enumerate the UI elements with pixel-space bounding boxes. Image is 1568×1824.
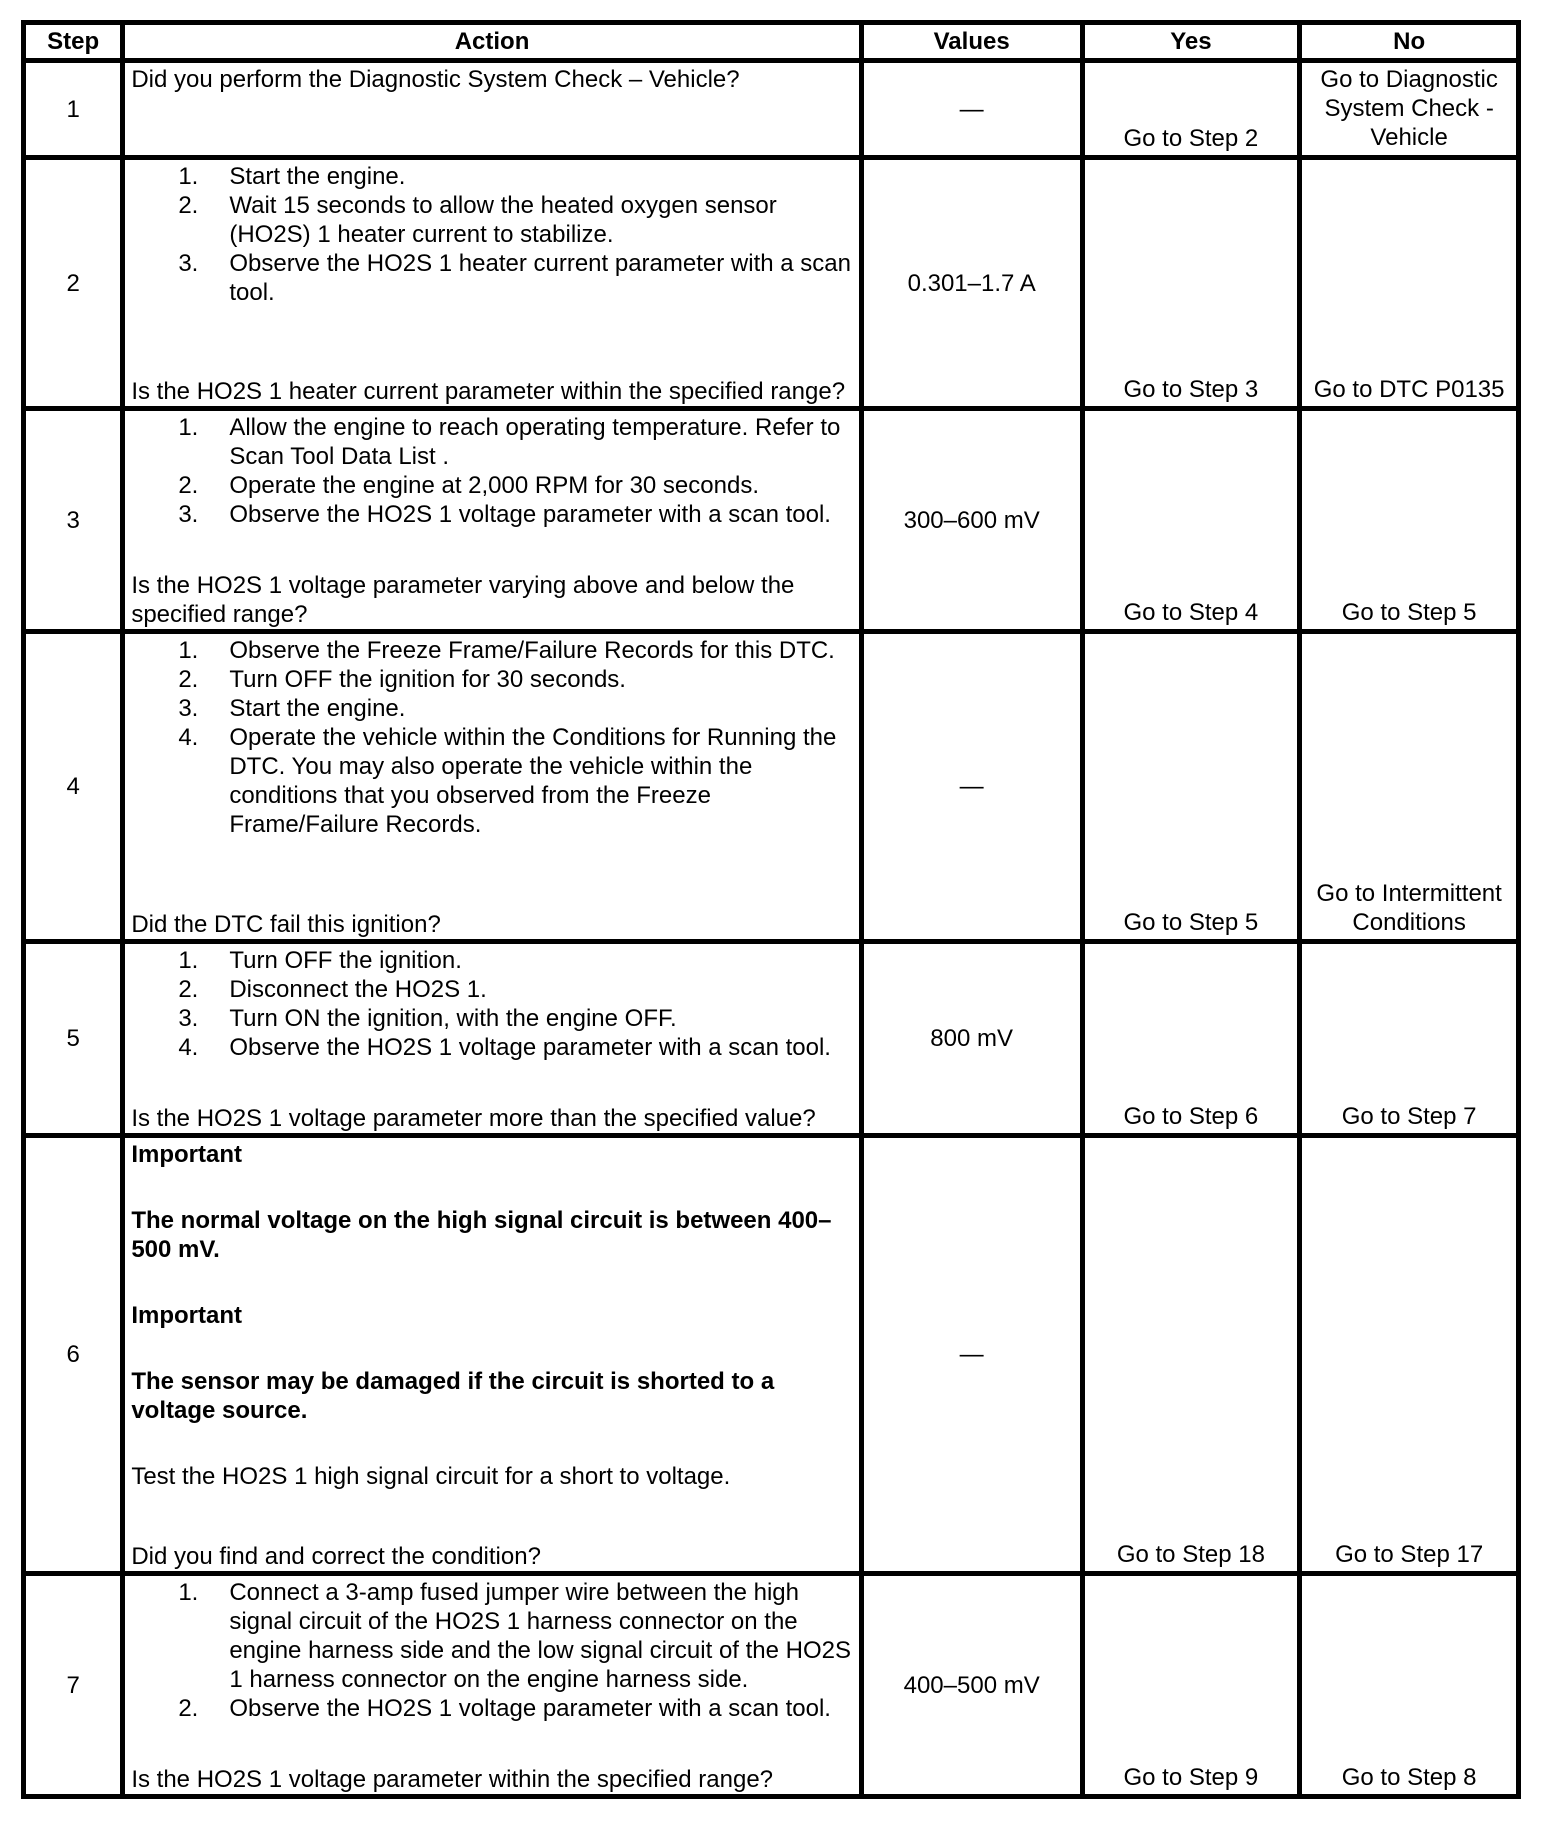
action-question: Is the HO2S 1 voltage parameter varying above and below the specified range?: [131, 572, 795, 628]
action-question: Did you perform the Diagnostic System Check – Vehicle?: [131, 66, 740, 93]
value-cell: 300–600 mV: [861, 409, 1082, 632]
list-item: 3. Start the engine.: [178, 695, 406, 722]
value-cell: —: [861, 1136, 1082, 1574]
no-cell: Go to Step 5: [1300, 409, 1519, 632]
important-label: Important: [131, 1302, 242, 1329]
value-cell: 400–500 mV: [861, 1574, 1082, 1797]
yes-cell: Go to Step 6: [1082, 942, 1300, 1136]
value-cell: —: [861, 61, 1082, 158]
list-item: 3. Observe the HO2S 1 heater current parameter with a scan tool.: [178, 250, 851, 306]
action-cell: [123, 158, 861, 409]
test-instruction: Test the HO2S 1 high signal circuit for a short to voltage.: [131, 1463, 731, 1490]
no-cell: Go to Step 8: [1300, 1574, 1519, 1797]
yes-cell: Go to Step 2: [1082, 61, 1300, 158]
yes-cell: Go to Step 5: [1082, 632, 1300, 942]
header-action: Action: [123, 23, 861, 61]
action-question: Is the HO2S 1 voltage parameter within the specified range?: [131, 1766, 774, 1793]
action-cell: [123, 632, 861, 942]
list-item: 2. Wait 15 seconds to allow the heated oxygen sensor (HO2S) 1 heater current to stabilize.: [178, 192, 777, 248]
list-item: 4. Operate the vehicle within the Conditions for Running the DTC. You may also operate the vehicle within the conditions that you observed from the Freeze Frame/Failure Records.: [178, 724, 837, 838]
action-cell: [123, 942, 861, 1136]
table-row: [24, 1574, 1519, 1797]
header-yes: Yes: [1082, 23, 1300, 61]
important-label: Important: [131, 1141, 242, 1168]
step-number: 2: [24, 158, 123, 409]
yes-cell: Go to Step 18: [1082, 1136, 1300, 1574]
important-note: The normal voltage on the high signal circuit is between 400–500 mV.: [131, 1207, 832, 1263]
table-row: [24, 1136, 1519, 1574]
list-item: 2. Observe the HO2S 1 voltage parameter with a scan tool.: [178, 1695, 831, 1722]
yes-cell: Go to Step 3: [1082, 158, 1300, 409]
step-number: 6: [24, 1136, 123, 1574]
action-cell: [123, 61, 861, 158]
value-cell: 0.301–1.7 A: [861, 158, 1082, 409]
table-row: [24, 158, 1519, 409]
yes-cell: Go to Step 9: [1082, 1574, 1300, 1797]
action-cell: [123, 1136, 861, 1574]
action-steps-list: [131, 413, 852, 529]
no-cell: Go to Step 7: [1300, 942, 1519, 1136]
list-item: 1. Allow the engine to reach operating temperature. Refer to Scan Tool Data List .: [178, 414, 841, 470]
action-question: Is the HO2S 1 heater current parameter within the specified range?: [131, 378, 846, 405]
table-row: [24, 942, 1519, 1136]
list-item: 2. Operate the engine at 2,000 RPM for 30 seconds.: [178, 472, 759, 499]
action-steps-list: [131, 1578, 852, 1723]
no-cell: Go to Diagnostic System Check - Vehicle: [1300, 61, 1519, 158]
table-row: [24, 632, 1519, 942]
value-cell: —: [861, 632, 1082, 942]
header-step: Step: [24, 23, 123, 61]
list-item: 1. Observe the Freeze Frame/Failure Records for this DTC.: [178, 637, 835, 664]
step-number: 5: [24, 942, 123, 1136]
action-cell: [123, 1574, 861, 1797]
list-item: 2. Disconnect the HO2S 1.: [178, 976, 487, 1003]
list-item: 1. Start the engine.: [178, 163, 406, 190]
no-cell: Go to Step 17: [1300, 1136, 1519, 1574]
step-number: 7: [24, 1574, 123, 1797]
header-values: Values: [861, 23, 1082, 61]
action-question: Did the DTC fail this ignition?: [131, 911, 441, 938]
list-item: 1. Connect a 3-amp fused jumper wire between the high signal circuit of the HO2S 1 harness connector on the engine harness side and the low signal circuit of the HO2S 1 harness connector on the engine harness side.: [178, 1579, 852, 1693]
value-cell: 800 mV: [861, 942, 1082, 1136]
action-question: Is the HO2S 1 voltage parameter more than the specified value?: [131, 1105, 816, 1132]
yes-cell: Go to Step 4: [1082, 409, 1300, 632]
no-cell: Go to DTC P0135: [1300, 158, 1519, 409]
list-item: 3. Turn ON the ignition, with the engine OFF.: [178, 1005, 677, 1032]
list-item: 3. Observe the HO2S 1 voltage parameter with a scan tool.: [178, 501, 831, 528]
table-row: [24, 409, 1519, 632]
table-row: [24, 61, 1519, 158]
step-number: 3: [24, 409, 123, 632]
list-item: 2. Turn OFF the ignition for 30 seconds.: [178, 666, 626, 693]
important-note: The sensor may be damaged if the circuit is shorted to a voltage source.: [131, 1368, 775, 1424]
action-question: Did you find and correct the condition?: [131, 1543, 541, 1570]
list-item: 1. Turn OFF the ignition.: [178, 947, 462, 974]
header-row: [24, 23, 1519, 61]
step-number: 1: [24, 61, 123, 158]
action-steps-list: [131, 636, 852, 839]
action-steps-list: [131, 162, 852, 307]
header-no: No: [1300, 23, 1519, 61]
diagnostic-table: [21, 20, 1521, 1799]
no-cell: Go to Intermittent Conditions: [1300, 632, 1519, 942]
list-item: 4. Observe the HO2S 1 voltage parameter with a scan tool.: [178, 1034, 831, 1061]
action-cell: [123, 409, 861, 632]
step-number: 4: [24, 632, 123, 942]
action-steps-list: [131, 946, 852, 1062]
